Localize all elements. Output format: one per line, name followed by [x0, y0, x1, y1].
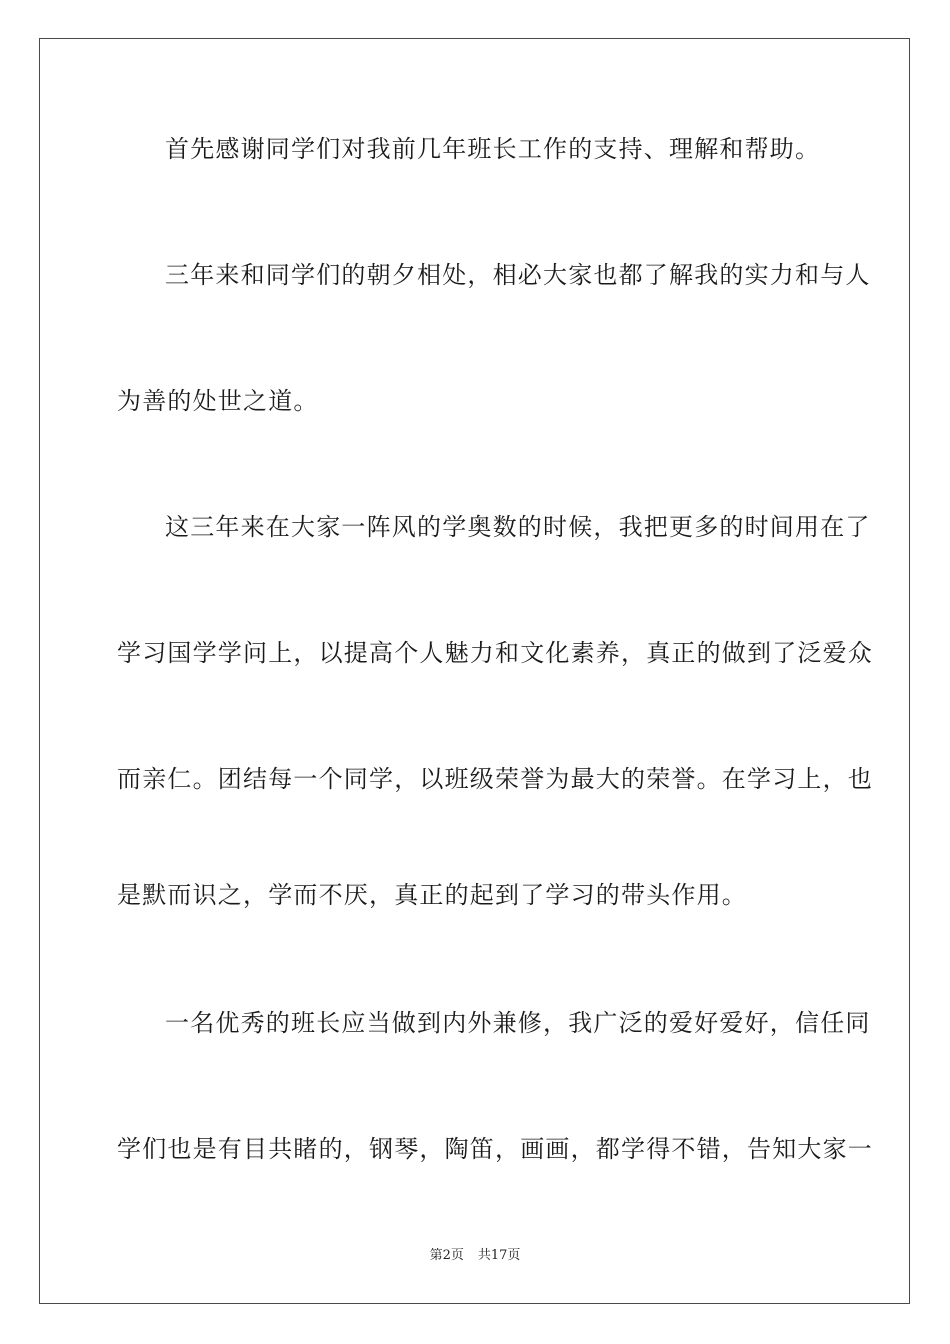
paragraph-line: 为善的处世之道。 [117, 387, 319, 415]
paragraph-line: 而亲仁。团结每一个同学，以班级荣誉为最大的荣誉。在学习上，也 [117, 765, 873, 793]
paragraph-line: 首先感谢同学们对我前几年班长工作的支持、理解和帮助。 [165, 135, 821, 163]
page-number: 第2页 [429, 1248, 464, 1263]
paragraph-line: 学习国学学问上，以提高个人魅力和文化素养，真正的做到了泛爱众 [117, 639, 873, 667]
paragraph-line: 这三年来在大家一阵风的学奥数的时候，我把更多的时间用在了 [165, 513, 871, 541]
paragraph-line: 是默而识之，学而不厌，真正的起到了学习的带头作用。 [117, 881, 747, 909]
page-footer [0, 1247, 950, 1265]
page-border [39, 38, 910, 1304]
paragraph-line: 三年来和同学们的朝夕相处，相必大家也都了解我的实力和与人 [165, 261, 871, 289]
paragraph-line: 一名优秀的班长应当做到内外兼修，我广泛的爱好爱好，信任同 [165, 1009, 871, 1037]
page-total: 共17页 [477, 1248, 521, 1263]
paragraph-line: 学们也是有目共睹的，钢琴，陶笛，画画，都学得不错，告知大家一 [117, 1135, 873, 1163]
